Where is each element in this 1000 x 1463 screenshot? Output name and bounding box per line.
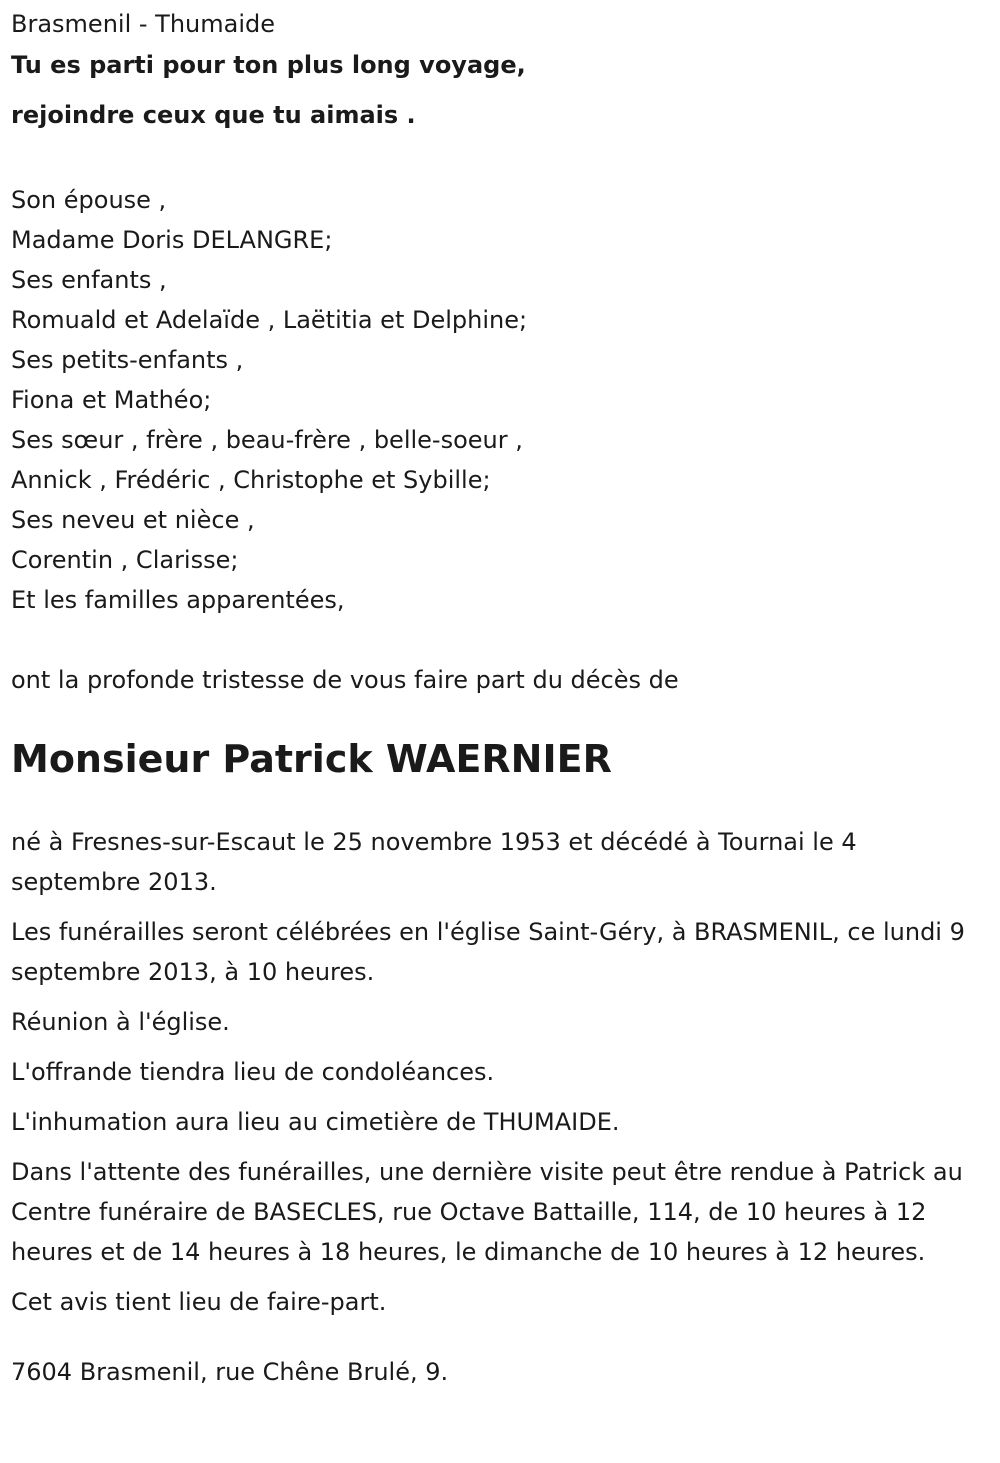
- detail-paragraph: Réunion à l'église.: [11, 1008, 230, 1036]
- details-block: [11, 822, 990, 1322]
- family-line: Madame Doris DELANGRE;: [11, 226, 333, 254]
- family-line: Corentin , Clarisse;: [11, 546, 239, 574]
- family-line: Son épouse ,: [11, 186, 167, 214]
- verse-line: rejoindre ceux que tu aimais .: [11, 101, 416, 129]
- spacer: [11, 620, 990, 660]
- detail-paragraph: Dans l'attente des funérailles, une dernière visite peut être rendue à Patrick au Centre funéraire de BASECLES, rue Octave Battaille, 114, de 10 heures à 12 heures et de 14 heures à 18 heures, le dimanche de 10 heures à 12 heures.: [11, 1158, 963, 1266]
- family-line: Romuald et Adelaïde , Laëtitia et Delphine;: [11, 306, 528, 334]
- family-line: Fiona et Mathéo;: [11, 386, 212, 414]
- address-text: 7604 Brasmenil, rue Chêne Brulé, 9.: [11, 1358, 449, 1386]
- deceased-name: Monsieur Patrick WAERNIER: [11, 737, 612, 781]
- detail-paragraph: L'offrande tiendra lieu de condoléances.: [11, 1058, 495, 1086]
- verse-block: [11, 40, 990, 140]
- family-line: Annick , Frédéric , Christophe et Sybille;: [11, 466, 491, 494]
- family-line: Ses sœur , frère , beau-frère , belle-soeur ,: [11, 426, 523, 454]
- family-line: Ses neveu et nièce ,: [11, 506, 255, 534]
- verse-line: Tu es parti pour ton plus long voyage,: [11, 51, 526, 79]
- announcement-text: ont la profonde tristesse de vous faire part du décès de: [11, 666, 679, 694]
- family-line: Ses enfants ,: [11, 266, 167, 294]
- family-line: Et les familles apparentées,: [11, 586, 345, 614]
- header-place: Brasmenil - Thumaide: [11, 10, 275, 38]
- spacer: [11, 140, 990, 180]
- family-list: [11, 180, 990, 620]
- detail-paragraph: Cet avis tient lieu de faire-part.: [11, 1288, 387, 1316]
- detail-paragraph: L'inhumation aura lieu au cimetière de THUMAIDE.: [11, 1108, 620, 1136]
- detail-paragraph: né à Fresnes-sur-Escaut le 25 novembre 1953 et décédé à Tournai le 4 septembre 2013.: [11, 828, 857, 896]
- detail-paragraph: Les funérailles seront célébrées en l'église Saint-Géry, à BRASMENIL, ce lundi 9 septembre 2013, à 10 heures.: [11, 918, 965, 986]
- family-line: Ses petits-enfants ,: [11, 346, 244, 374]
